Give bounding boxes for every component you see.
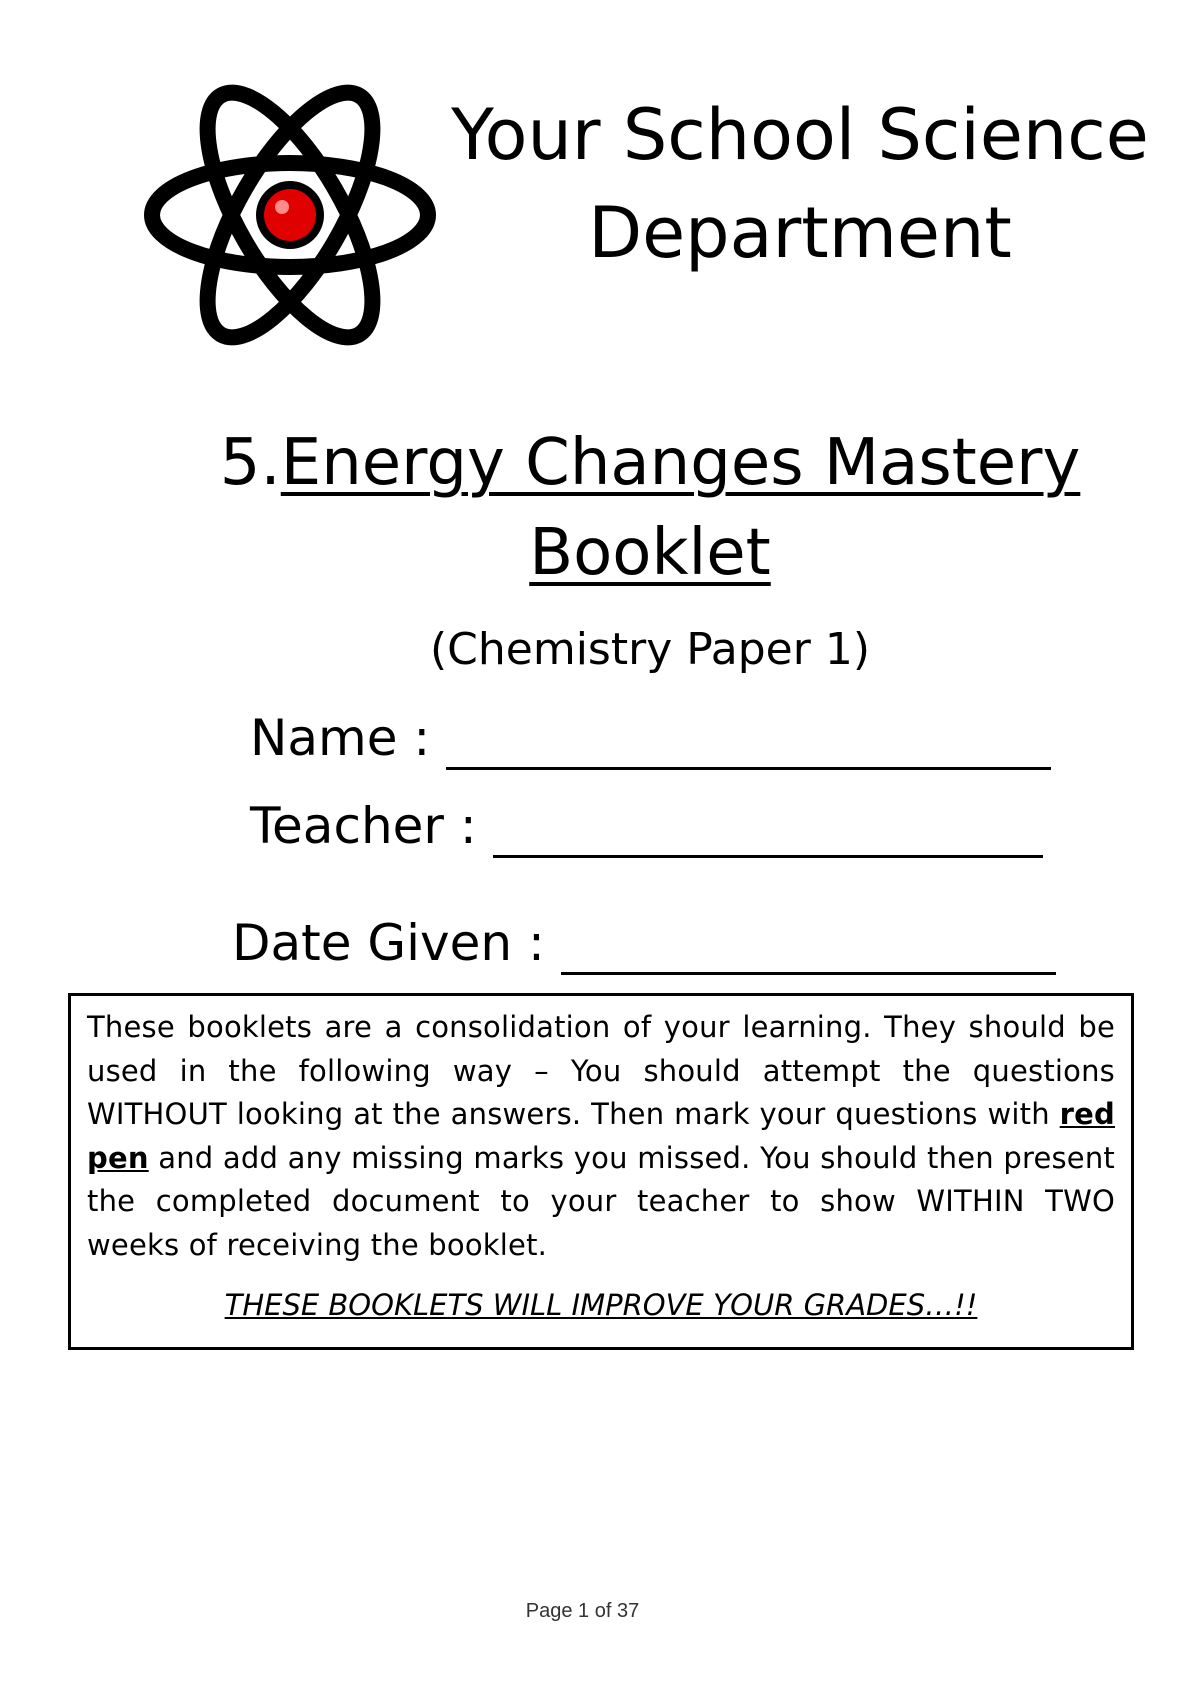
department-line-1: Your School Science [451, 94, 1149, 176]
booklet-title [200, 418, 1100, 598]
date-given-blank-line[interactable] [561, 922, 1056, 975]
department-title [450, 86, 1150, 282]
date-given-field[interactable] [232, 911, 1056, 975]
name-field[interactable] [250, 706, 1051, 770]
instructions-text [87, 1006, 1115, 1267]
booklet-title-text-2: Booklet [529, 516, 771, 590]
instructions-text-before: These booklets are a consolidation of your learning. They should be used in the following way – You should attempt the questions WITHOUT looking at the answers. Then mark your questions with [87, 1010, 1115, 1131]
department-line-2: Department [588, 192, 1012, 274]
booklet-number: 5. [219, 426, 281, 500]
date-given-label: Date Given : [232, 914, 545, 972]
name-label: Name : [250, 709, 431, 767]
instructions-slogan: THESE BOOKLETS WILL IMPROVE YOUR GRADES…!! [224, 1288, 978, 1322]
instructions-emphasis: red pen [87, 1097, 1115, 1175]
booklet-subtitle: (Chemistry Paper 1) [430, 624, 870, 675]
booklet-title-line-1 [200, 418, 1100, 508]
name-blank-line[interactable] [446, 717, 1051, 770]
atom-icon [140, 80, 440, 350]
atom-logo [140, 80, 440, 350]
instructions-box [68, 993, 1134, 1350]
booklet-title-text: Energy Changes Mastery [280, 426, 1081, 500]
teacher-label: Teacher : [250, 797, 477, 855]
instructions-text-after: and add any missing marks you missed. You should then present the completed document to your teacher to show WITHIN TWO weeks of receiving the booklet. [87, 1140, 1115, 1262]
teacher-blank-line[interactable] [493, 805, 1043, 858]
page-number: Page 1 of 37 [525, 1600, 640, 1622]
teacher-field[interactable] [250, 794, 1043, 858]
booklet-title-line-2 [200, 508, 1100, 598]
